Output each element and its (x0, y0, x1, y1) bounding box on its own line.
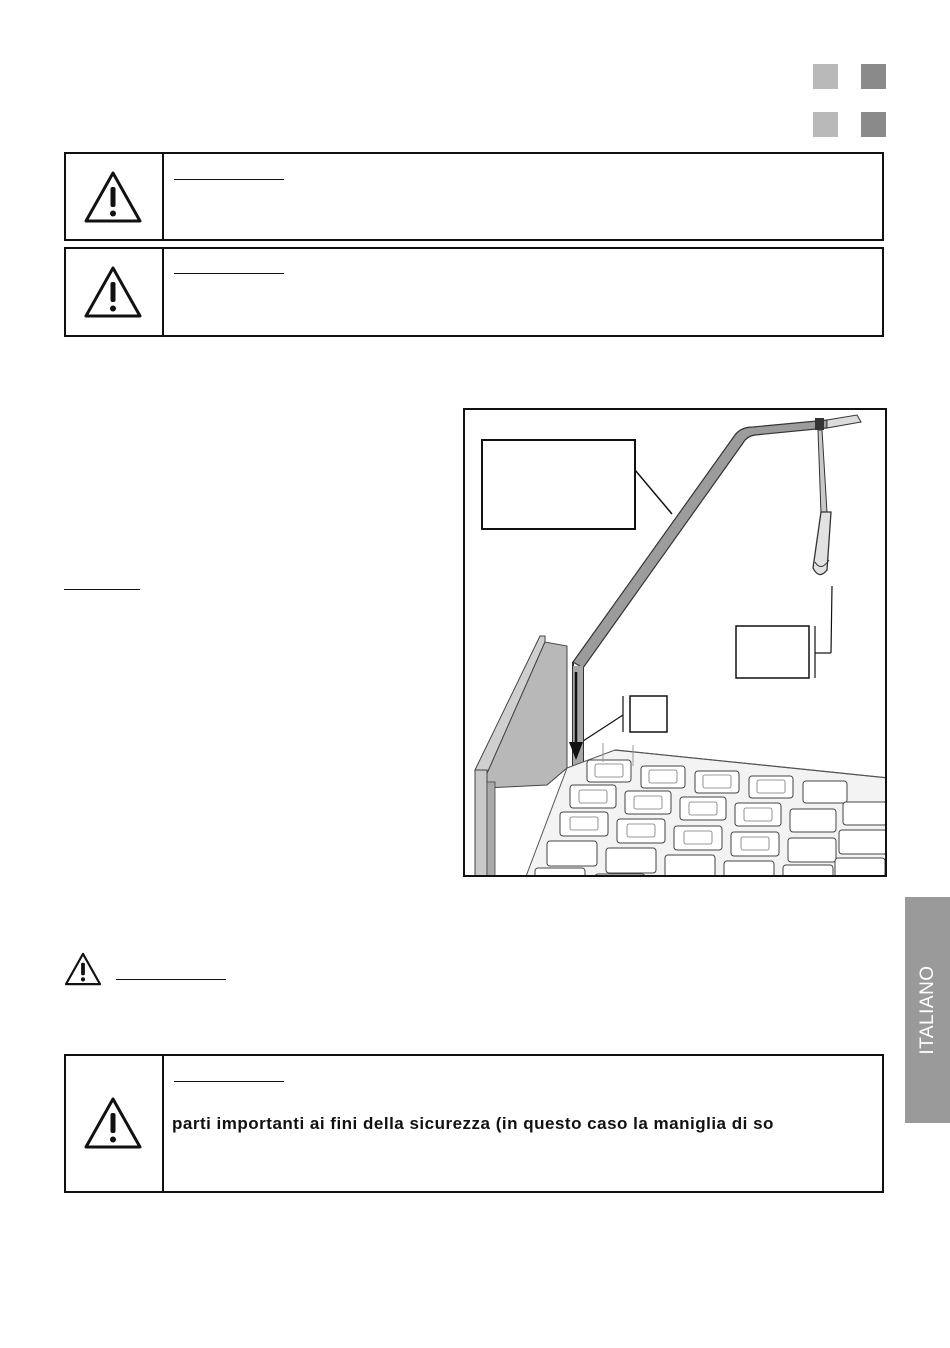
corner-square (861, 64, 886, 89)
corner-square (861, 112, 886, 137)
section-heading-rule (64, 589, 140, 590)
warning-heading-rule (174, 179, 284, 180)
inline-warning-heading-rule (116, 979, 226, 980)
warning-heading-rule (174, 1081, 284, 1082)
corner-square (813, 112, 838, 137)
warning-icon-cell (66, 1056, 164, 1191)
warning-text: parti importanti ai fini della sicurezza (in questo caso la maniglia di so (172, 1114, 774, 1133)
warning-heading-rule (174, 273, 284, 274)
warning-box-2 (64, 247, 884, 337)
bed-lifting-pole-figure (463, 408, 887, 877)
warning-triangle-icon (83, 170, 143, 224)
language-side-tab (905, 897, 950, 1123)
bed-lifting-pole-illustration (465, 410, 887, 877)
warning-icon-cell (66, 249, 164, 335)
warning-triangle-icon (64, 952, 102, 986)
warning-icon-cell (66, 154, 164, 239)
warning-triangle-icon (83, 1096, 143, 1150)
corner-square (813, 64, 838, 89)
warning-box-1 (64, 152, 884, 241)
warning-box-3 (64, 1054, 884, 1193)
warning-triangle-icon (83, 265, 143, 319)
language-label: ITALIANO (916, 965, 938, 1055)
